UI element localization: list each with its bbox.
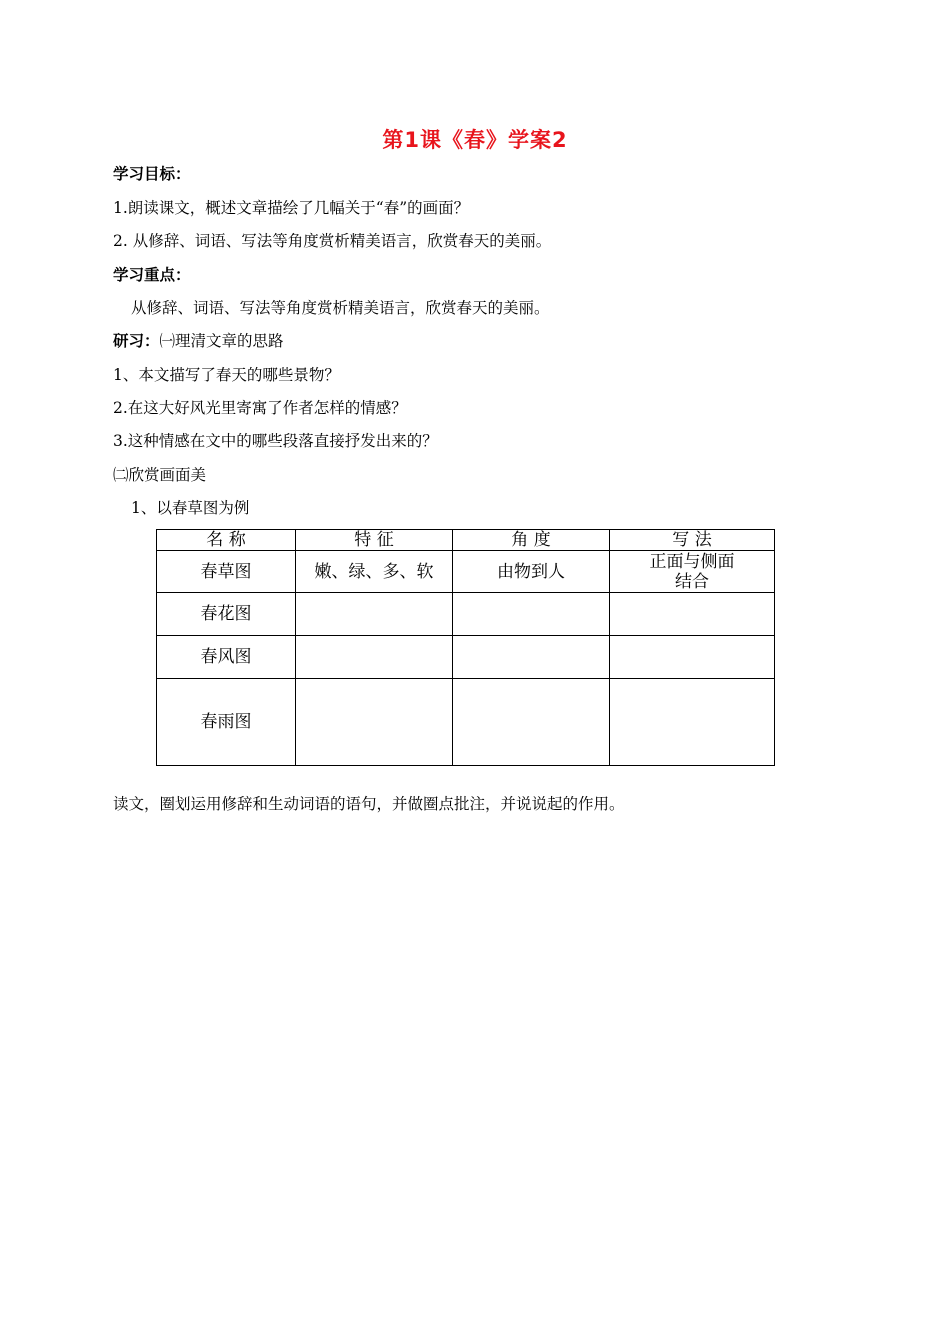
table-row bbox=[157, 593, 775, 636]
header-feature: 特 征 bbox=[296, 530, 453, 551]
study-heading: 研习： bbox=[113, 332, 160, 350]
table-cell: 春风图 bbox=[157, 636, 296, 679]
table-example-caption: 1、以春草图为例 bbox=[131, 499, 250, 517]
table-row bbox=[157, 636, 775, 679]
header-method: 写 法 bbox=[610, 530, 775, 551]
goals-heading: 学习目标： bbox=[113, 165, 191, 183]
table-cell: 春雨图 bbox=[157, 679, 296, 766]
table-row bbox=[157, 679, 775, 766]
table-cell bbox=[610, 593, 775, 636]
table-header-row bbox=[157, 530, 775, 551]
key-points-heading: 学习重点： bbox=[113, 266, 191, 284]
table-cell: 正面与侧面结合 bbox=[610, 551, 775, 593]
study-section-2: ㈡欣赏画面美 bbox=[113, 466, 207, 484]
table-cell bbox=[453, 679, 610, 766]
header-name: 名 称 bbox=[157, 530, 296, 551]
table-cell: 春花图 bbox=[157, 593, 296, 636]
table-cell bbox=[610, 679, 775, 766]
table-cell: 嫩、绿、多、软 bbox=[296, 551, 453, 593]
goal-item-1: 1.朗读课文，概述文章描绘了几幅关于“春”的画面？ bbox=[113, 199, 470, 217]
table-cell: 由物到人 bbox=[453, 551, 610, 593]
analysis-table bbox=[156, 529, 775, 766]
table-cell bbox=[453, 593, 610, 636]
question-3: 3.这种情感在文中的哪些段落直接抒发出来的？ bbox=[113, 432, 438, 450]
document-title: 第1课《春》学案2 bbox=[382, 128, 568, 152]
question-2: 2.在这大好风光里寄寓了作者怎样的情感？ bbox=[113, 399, 407, 417]
table-cell: 春草图 bbox=[157, 551, 296, 593]
study-line bbox=[113, 331, 284, 351]
question-1: 1、本文描写了春天的哪些景物？ bbox=[113, 366, 340, 384]
table-cell bbox=[296, 679, 453, 766]
header-angle: 角 度 bbox=[453, 530, 610, 551]
table-row bbox=[157, 551, 775, 593]
study-section-1: ㈠理清文章的思路 bbox=[159, 332, 284, 350]
table-cell bbox=[610, 636, 775, 679]
closing-instruction: 读文，圈划运用修辞和生动词语的语句，并做圈点批注，并说说起的作用。 bbox=[113, 795, 625, 813]
table-cell bbox=[296, 593, 453, 636]
key-points-text: 从修辞、词语、写法等角度赏析精美语言，欣赏春天的美丽。 bbox=[131, 299, 550, 317]
goal-item-2: 2. 从修辞、词语、写法等角度赏析精美语言，欣赏春天的美丽。 bbox=[113, 232, 552, 250]
table-cell bbox=[296, 636, 453, 679]
table-cell bbox=[453, 636, 610, 679]
